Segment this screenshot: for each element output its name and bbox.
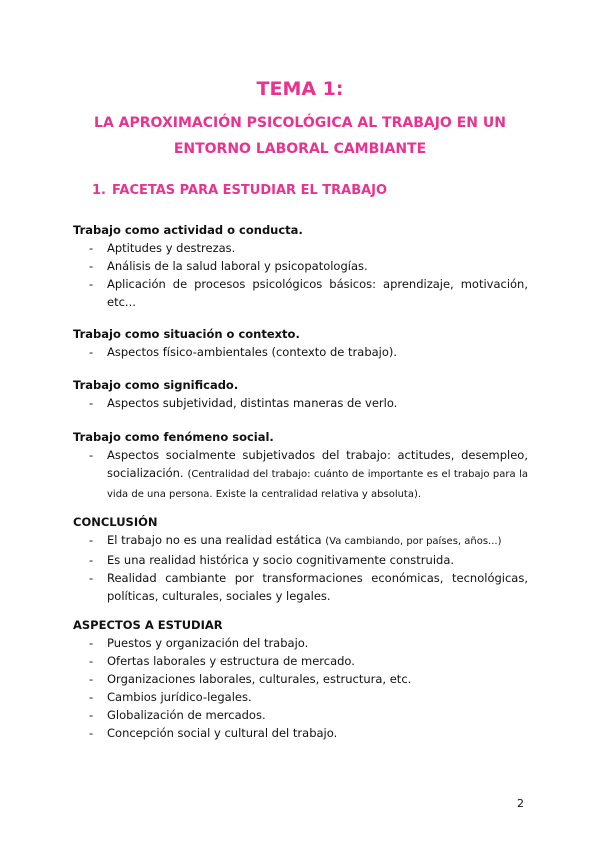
block-heading: Trabajo como fenómeno social. [73,430,274,444]
block-heading: ASPECTOS A ESTUDIAR [73,618,223,632]
bullet-list [73,634,528,742]
item-main-text: El trabajo no es una realidad estática [107,533,322,547]
page-subtitle [60,110,540,162]
block-heading: Trabajo como actividad o conducta. [73,223,303,237]
item-note: (Centralidad del trabajo: cuánto de importante es el trabajo para la vida de una persona. Existe la centralidad relativa y absoluta). [107,469,528,500]
subtitle-line-2: ENTORNO LABORAL CAMBIANTE [173,141,427,157]
block-heading: CONCLUSIÓN [73,515,158,529]
list-item [73,531,528,551]
subtitle-line-1: LA APROXIMACIÓN PSICOLÓGICA AL TRABAJO EN UN [94,115,506,131]
block-significado [73,376,528,412]
list-item: - Organizaciones laborales, culturales, estructura, etc. [73,670,528,688]
list-item: - Es una realidad histórica y socio cognitivamente construida. [73,551,528,569]
section-heading [92,183,387,198]
list-item [73,446,528,504]
list-item: - Globalización de mercados. [73,706,528,724]
list-item: - Aspectos subjetividad, distintas maneras de verlo. [73,394,528,412]
block-actividad [73,221,528,311]
list-item: - Ofertas laborales y estructura de mercado. [73,652,528,670]
block-heading: Trabajo como significado. [73,378,239,392]
block-social [73,428,528,504]
page-number: 2 [517,797,524,810]
block-heading: Trabajo como situación o contexto. [73,327,300,341]
block-aspectos [73,616,528,742]
section-title: FACETAS PARA ESTUDIAR EL TRABAJO [112,183,388,198]
bullet-list [73,239,528,311]
block-situacion [73,325,528,361]
section-number: 1. [92,183,106,198]
page-title: TEMA 1: [256,78,344,100]
bullet-list [73,394,528,412]
list-item: - Realidad cambiante por transformaciones económicas, tecnológicas, políticas, culturales, sociales y legales. [73,569,528,605]
bullet-list [73,446,528,504]
bullet-list [73,343,528,361]
list-item: - Cambios jurídico-legales. [73,688,528,706]
list-item: - Aptitudes y destrezas. [73,239,528,257]
block-conclusion [73,513,528,605]
list-item: - Aspectos físico-ambientales (contexto de trabajo). [73,343,528,361]
list-item: - Aplicación de procesos psicológicos básicos: aprendizaje, motivación, etc... [73,275,528,311]
list-item: - Puestos y organización del trabajo. [73,634,528,652]
bullet-list [73,531,528,605]
list-item: - Análisis de la salud laboral y psicopatologías. [73,257,528,275]
item-note: (Va cambiando, por países, años...) [325,536,502,547]
item-main-text: Aspectos socialmente subjetivados del trabajo: actitudes, desempleo, socialización. [107,448,528,480]
list-item: - Concepción social y cultural del trabajo. [73,724,528,742]
